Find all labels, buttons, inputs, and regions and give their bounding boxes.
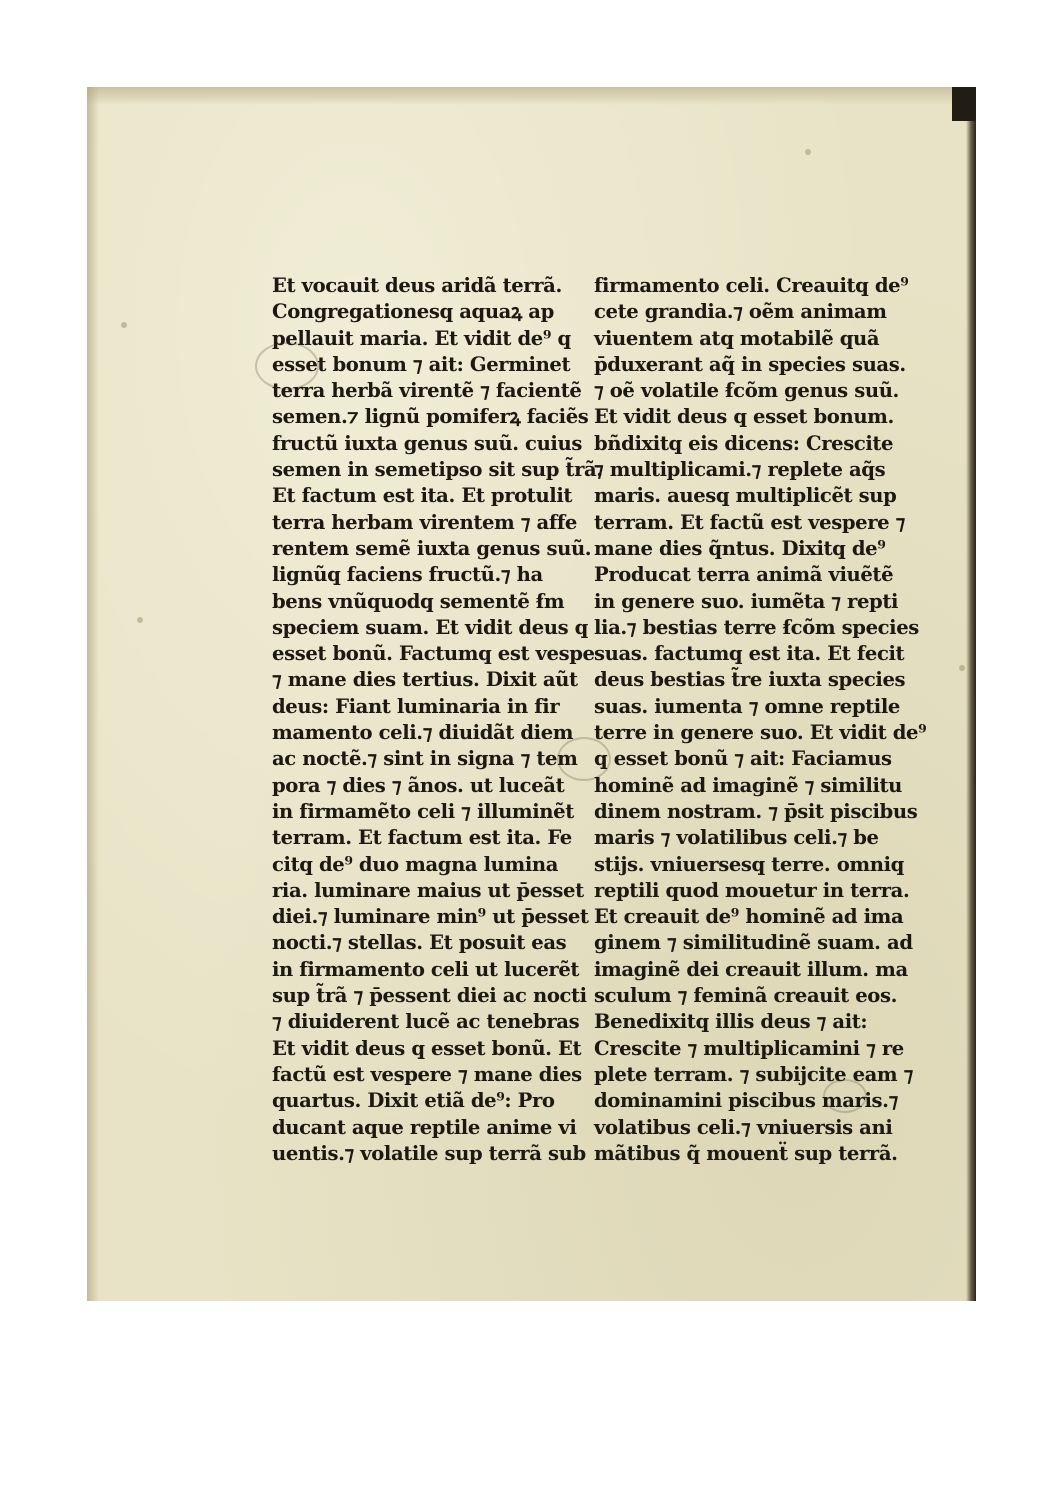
text-line: cete grandia.⁊ oẽm animam bbox=[594, 300, 887, 324]
paper-speck bbox=[805, 149, 811, 155]
page-left-shadow bbox=[87, 87, 99, 1301]
text-line: terram. Et factũ est vespere ⁊ bbox=[594, 510, 905, 534]
text-line: diei.⁊ luminare min⁹ ut p̄esset bbox=[272, 905, 589, 929]
paper-speck bbox=[121, 322, 127, 328]
text-line: lia.⁊ bestias terre ẜcõm species bbox=[594, 615, 919, 639]
text-line: pora ⁊ dies ⁊ ãnos. ut luceãt bbox=[272, 773, 565, 797]
text-line: hominẽ ad imaginẽ ⁊ similitu bbox=[594, 773, 902, 797]
text-line: maris ⁊ volatilibus celi.⁊ be bbox=[594, 826, 879, 850]
text-column-left bbox=[272, 273, 603, 1167]
page-top-edge bbox=[87, 87, 976, 105]
text-line: rentem semẽ iuxta genus suũ. bbox=[272, 536, 592, 560]
text-line: ac noctẽ.⁊ sint in signa ⁊ tem bbox=[272, 747, 578, 771]
text-line: q̧ esset bonũ ⁊ ait: Faciamus bbox=[594, 747, 892, 771]
text-line: Producat terra animã viuẽtẽ bbox=[594, 563, 894, 587]
text-line: speciem suam. Et vidit deus q̧ bbox=[272, 615, 588, 639]
text-line: terra herbam virentem ⁊ affe bbox=[272, 510, 577, 534]
page-corner-shadow bbox=[952, 87, 976, 121]
text-line: in genere suo. iumẽta ⁊ repti bbox=[594, 589, 899, 613]
text-line: sculum ⁊ feminã creauit eos. bbox=[594, 984, 898, 1008]
text-line: uentis.⁊ volatile sup terrã sub bbox=[272, 1141, 586, 1165]
text-line: mãtibus q̃ mouenẗ sup terrã. bbox=[594, 1141, 898, 1165]
text-line: Benedixitq̧ illis deus ⁊ ait: bbox=[594, 1010, 868, 1034]
text-line: Et factum est ita. Et protulit bbox=[272, 484, 573, 508]
text-line: ⁊ diuiderent lucẽ ac tenebras bbox=[272, 1010, 580, 1034]
text-line: citq̧ de⁹ duo magna lumina bbox=[272, 852, 559, 876]
text-line: Et creauit de⁹ hominẽ ad ima bbox=[594, 905, 904, 929]
text-line: viuentem atq̧ motabilẽ quã bbox=[594, 326, 880, 350]
text-line: dinem nostram. ⁊ p̄sit piscibus bbox=[594, 799, 918, 823]
text-line: bñdixitq̧ eis dicens: Crescite bbox=[594, 431, 894, 455]
text-line: plete terram. ⁊ subijcite eam ⁊ bbox=[594, 1062, 914, 1086]
text-column-right bbox=[594, 273, 926, 1167]
text-line: imaginẽ dei creauit illum. ma bbox=[594, 957, 908, 981]
text-line: stijs. vniuersesq̧ terre. omniq̧ bbox=[594, 852, 904, 876]
text-line: fructũ iuxta genus suũ. cuius bbox=[272, 431, 582, 455]
text-line: mamento celi.⁊ diuidãt diem bbox=[272, 721, 574, 745]
text-line: suas. iumenta ⁊ omne reptile bbox=[594, 694, 900, 718]
text-line: lignũq̧ faciens fructũ.⁊ ha bbox=[272, 563, 543, 587]
paper-speck bbox=[137, 617, 143, 623]
text-line: ria. luminare maius ut p̄esset bbox=[272, 878, 584, 902]
text-line: quartus. Dixit etiã de⁹: Pro bbox=[272, 1089, 555, 1113]
text-line: terre in genere suo. Et vidit de⁹ bbox=[594, 721, 927, 745]
text-line: sup t̃rã ⁊ p̄essent diei ac nocti bbox=[272, 984, 587, 1008]
text-line: esset bonũ. Factumq̧ est vespe bbox=[272, 642, 595, 666]
text-line: semen.⁊ lignũ pomiferꝝ faciẽs bbox=[272, 405, 589, 429]
text-line: firmamento celi. Creauitq̧ de⁹ bbox=[594, 274, 909, 297]
text-line: Et vocauit deus aridã terrã. bbox=[272, 274, 562, 297]
text-line: Et vidit deus q̧ esset bonum. bbox=[594, 405, 894, 429]
text-line: nocti.⁊ stellas. Et posuit eas bbox=[272, 931, 567, 955]
page-right-edge bbox=[966, 87, 976, 1301]
text-line: in firmamento celi ut lucerẽt bbox=[272, 957, 580, 981]
text-line: mane dies q̃ntus. Dixitq̧ de⁹ bbox=[594, 536, 886, 560]
text-line: Congregationesq̧ aquaꝝ ap bbox=[272, 300, 554, 324]
text-line: volatibus celi.⁊ vniuersis ani bbox=[594, 1115, 893, 1139]
text-line: pellauit maria. Et vidit de⁹ q̧ bbox=[272, 326, 571, 350]
text-line: in firmamẽto celi ⁊ illuminẽt bbox=[272, 799, 574, 823]
text-line: Crescite ⁊ multiplicamini ⁊ re bbox=[594, 1036, 904, 1060]
text-line: maris. auesq̧ multiplicẽt sup bbox=[594, 484, 897, 508]
text-line: ⁊ multiplicami.⁊ replete aq̃s bbox=[594, 458, 886, 482]
text-line: reptili quod mouetur in terra. bbox=[594, 878, 910, 902]
text-line: ginem ⁊ similitudinẽ suam. ad bbox=[594, 931, 913, 955]
text-line: deus: Fiant luminaria in fir bbox=[272, 694, 560, 718]
text-line: dominamini piscibus maris.⁊ bbox=[594, 1089, 898, 1113]
text-line: terra herbã virentẽ ⁊ facientẽ bbox=[272, 379, 582, 403]
text-line: p̄duxerant aq̃ in species suas. bbox=[594, 352, 906, 376]
text-line: terram. Et factum est ita. Fe bbox=[272, 826, 572, 850]
text-line: ⁊ mane dies tertius. Dixit aũt bbox=[272, 668, 578, 692]
text-line: Et vidit deus q̧ esset bonũ. Et bbox=[272, 1036, 582, 1060]
text-line: ⁊ oẽ volatile ẜcõm genus suũ. bbox=[594, 379, 899, 403]
text-line: deus bestias t̃re iuxta species bbox=[594, 668, 906, 692]
text-line: bens vnũquodq̧ sementẽ ẜm bbox=[272, 589, 565, 613]
text-line: suas. factumq̧ est ita. Et fecit bbox=[594, 642, 905, 666]
text-line: semen in semetipso sit sup t̃rã. bbox=[272, 458, 603, 482]
text-line: ducant aque reptile anime vi bbox=[272, 1115, 577, 1139]
paper-speck bbox=[959, 665, 965, 671]
text-line: esset bonum ⁊ ait: Germinet bbox=[272, 352, 571, 376]
text-line: factũ est vespere ⁊ mane dies bbox=[272, 1062, 582, 1086]
